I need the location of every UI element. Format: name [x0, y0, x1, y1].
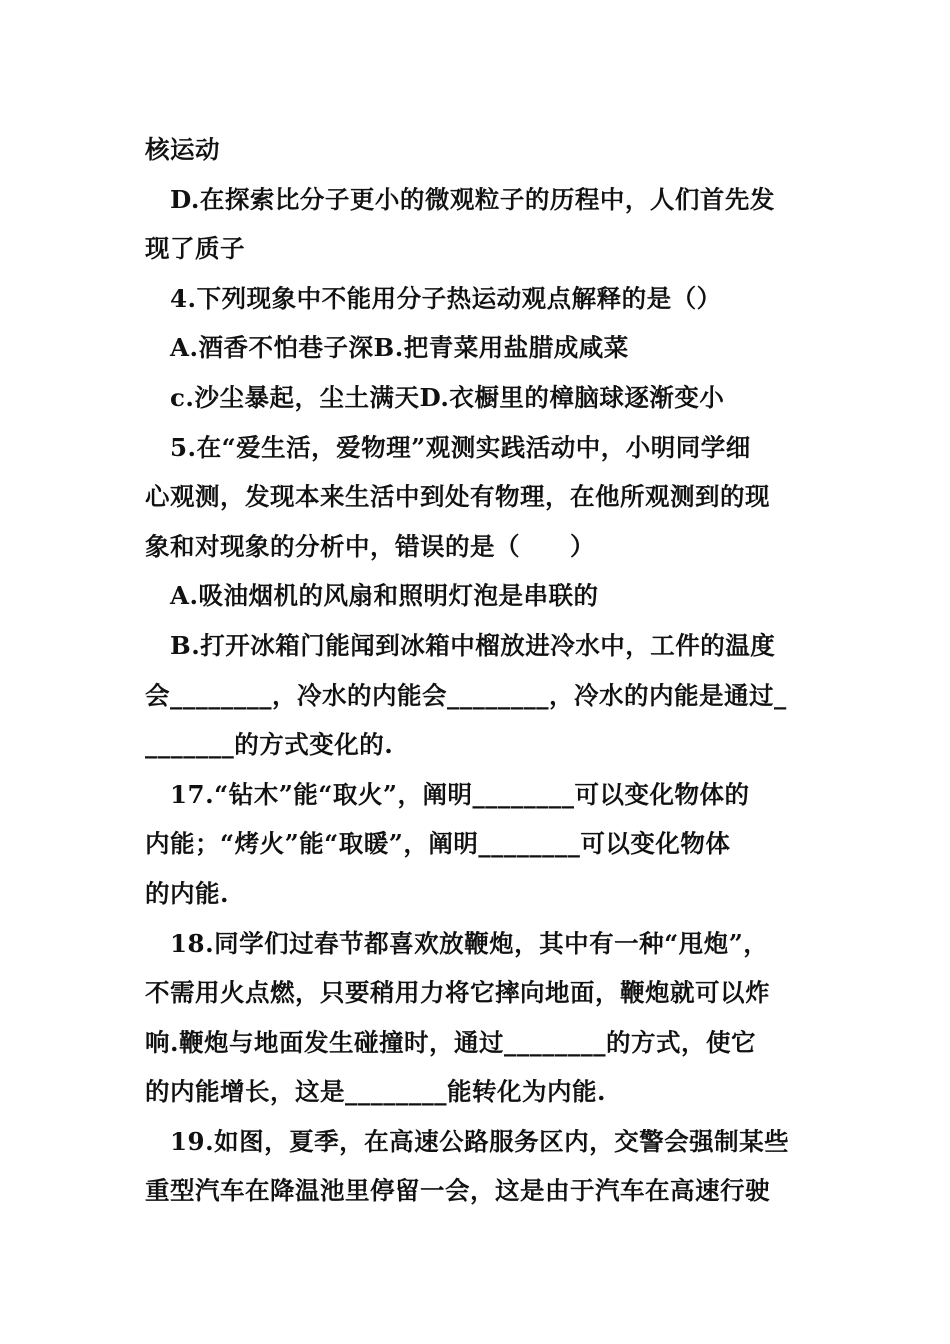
text-line: 4.下列现象中不能用分子热运动观点解释的是（） — [170, 283, 722, 313]
text-line: 响.鞭炮与地面发生碰撞时，通过________的方式，使它 — [145, 1027, 757, 1057]
text-line: 心观测，发现本来生活中到处有物理，在他所观测到的现 — [145, 482, 770, 512]
text-line: 的内能增长，这是________能转化为内能. — [145, 1077, 607, 1107]
text-line: _______的方式变化的. — [145, 730, 394, 760]
text-line: A.吸油烟机的风扇和照明灯泡是串联的 — [170, 581, 599, 611]
text-line: 重型汽车在降温池里停留一会，这是由于汽车在高速行驶 — [145, 1176, 770, 1206]
document-page — [145, 125, 813, 1216]
text-line: 19.如图，夏季，在高速公路服务区内，交警会强制某些 — [170, 1126, 790, 1156]
text-line: B.打开冰箱门能闻到冰箱中榴放进冷水中，工件的温度 — [170, 630, 776, 660]
text-line: 不需用火点燃，只要稍用力将它摔向地面，鞭炮就可以炸 — [145, 978, 770, 1008]
text-line: 会________，冷水的内能会________，冷水的内能是通过_ — [145, 680, 787, 710]
text-line: 的内能. — [145, 878, 230, 908]
text-line: A.酒香不怕巷子深B.把青菜用盐腊成咸菜 — [170, 333, 629, 363]
text-line: 现了质子 — [145, 234, 245, 264]
text-line: 17.“钻木”能“取火”，阐明________可以变化物体的 — [170, 779, 750, 809]
text-line: 核运动 — [145, 135, 220, 164]
text-line: 内能；“烤火”能“取暖”，阐明________可以变化物体 — [145, 829, 731, 859]
text-line: 18.同学们过春节都喜欢放鞭炮，其中有一种“甩炮”， — [170, 928, 769, 958]
text-line: 象和对现象的分析中，错误的是（ ） — [145, 531, 595, 561]
text-line: c.沙尘暴起，尘土满天D.衣橱里的樟脑球逐渐变小 — [170, 382, 725, 412]
text-line: 5.在“爱生活，爱物理”观测实践活动中，小明同学细 — [170, 432, 751, 462]
text-line: D.在探索比分子更小的微观粒子的历程中，人们首先发 — [170, 184, 775, 214]
